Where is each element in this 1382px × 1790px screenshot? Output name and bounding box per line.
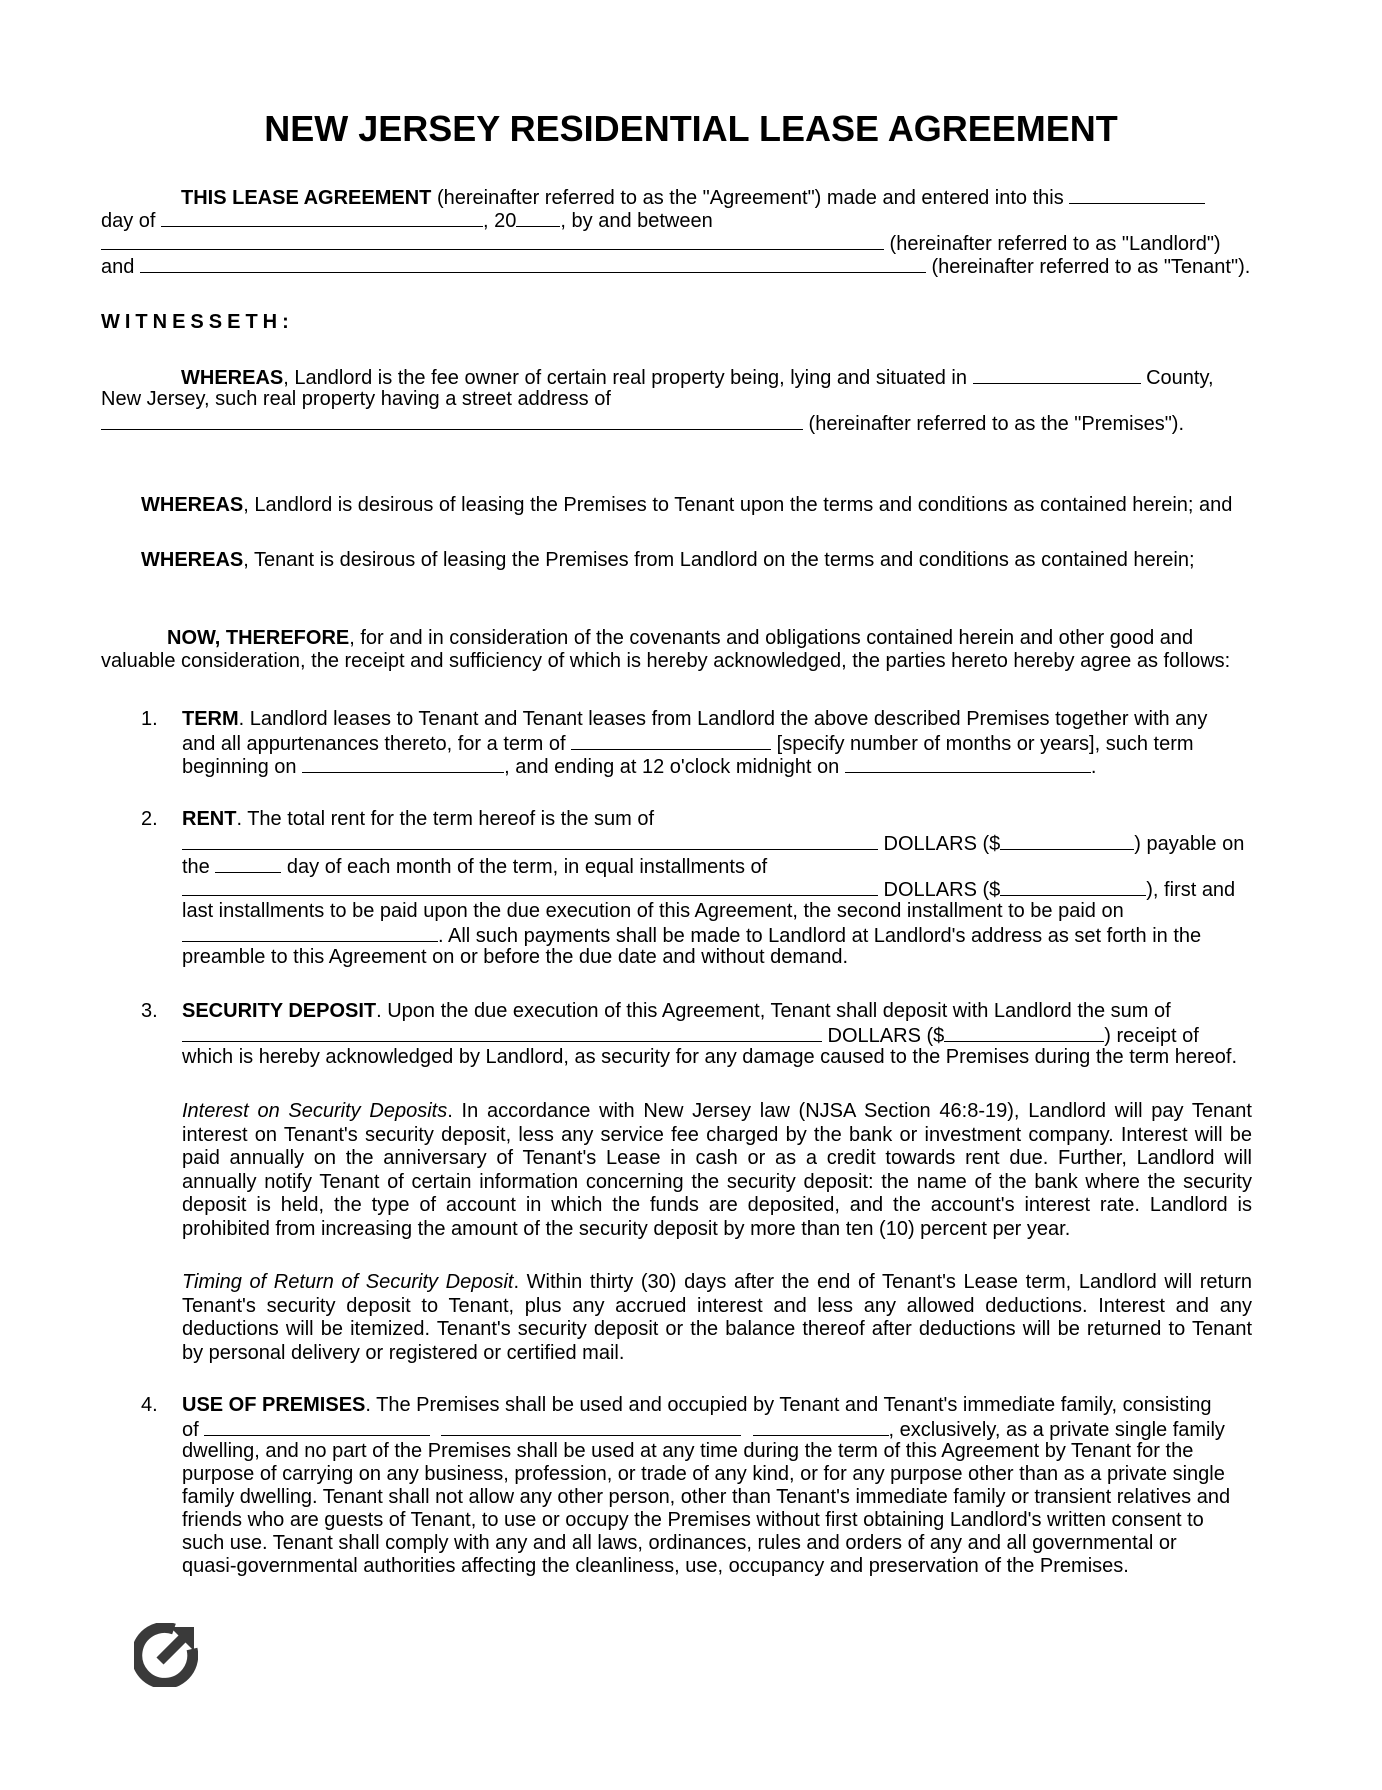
rent-line-4: DOLLARS ($ ), first and xyxy=(182,877,1235,902)
whereas-2: WHEREAS, Landlord is desirous of leasing the Premises to Tenant upon the terms and conditions as contained herein; and xyxy=(141,494,1233,516)
deposit-line-2: DOLLARS ($ ) receipt of xyxy=(182,1023,1199,1048)
whereas-3: WHEREAS, Tenant is desirous of leasing the Premises from Landlord on the terms and conditions as contained herein; xyxy=(141,549,1195,571)
rent-line-3: the day of each month of the term, in equal installments of xyxy=(182,856,768,878)
rent-line-1: RENT. The total rent for the term hereof is the sum of xyxy=(182,808,655,830)
rent-line-7: preamble to this Agreement on or before the due date and without demand. xyxy=(182,946,848,968)
use-line-5: family dwelling. Tenant shall not allow any other person, other than Tenant's immediate family or transient relatives and xyxy=(182,1486,1231,1508)
now-therefore-line-1: NOW, THEREFORE, for and in consideration of the covenants and obligations contained herein and other good and xyxy=(167,627,1194,649)
intro-line-2: day of , 20 , by and between xyxy=(101,210,713,232)
use-line-6: friends who are guests of Tenant, to use or occupy the Premises without first obtaining Landlord's written consent to xyxy=(182,1509,1204,1531)
deposit-heading: SECURITY DEPOSIT xyxy=(182,1000,377,1022)
term-heading: TERM xyxy=(182,708,239,730)
whereas-1-line-3: (hereinafter referred to as the "Premises"). xyxy=(101,411,1184,436)
term-line-2: and all appurtenances thereto, for a term of [specify number of months or years], such term xyxy=(182,733,1194,755)
use-line-3: dwelling, and no part of the Premises shall be used at any time during the term of this Agreement by Tenant for the xyxy=(182,1440,1194,1462)
use-line-2: of , exclusively, as a private single family xyxy=(182,1419,1225,1441)
term-start-blank[interactable] xyxy=(302,754,504,773)
occupant-1-blank[interactable] xyxy=(204,1417,430,1436)
section-number-use: 4. xyxy=(141,1394,158,1416)
use-line-4: purpose of carrying on any business, profession, or trade of any kind, or for any purpose other than as a private single xyxy=(182,1463,1225,1485)
term-line-1: TERM. Landlord leases to Tenant and Tenant leases from Landlord the above described Premises together with any xyxy=(182,708,1208,730)
deposit-line-1: SECURITY DEPOSIT. Upon the due execution of this Agreement, Tenant shall deposit with Landlord the sum of xyxy=(182,1000,1171,1022)
now-therefore-line-2: valuable consideration, the receipt and sufficiency of which is hereby acknowledged, the parties hereto hereby agree as follows: xyxy=(101,650,1231,672)
document-title: NEW JERSEY RESIDENTIAL LEASE AGREEMENT xyxy=(264,108,1118,149)
rent-heading: RENT xyxy=(182,808,237,830)
rent-line-5: last installments to be paid upon the due execution of this Agreement, the second installment to be paid on xyxy=(182,900,1124,922)
section-number-term: 1. xyxy=(141,708,158,730)
timing-paragraph: Timing of Return of Security Deposit. Within thirty (30) days after the end of Tenant's Lease term, Landlord will return Tenant's security deposit to Tenant, plus any accrued interest and less any allowed deductions. Interest and any deductions will be itemized. Tenant's security deposit or the balance thereof after deductions will be returned to Tenant by personal delivery or registered or certified mail. xyxy=(182,1271,1252,1364)
landlord-name-blank[interactable] xyxy=(101,231,884,250)
deposit-amount-blank[interactable] xyxy=(944,1023,1104,1042)
term-length-blank[interactable] xyxy=(571,731,771,750)
term-end-blank[interactable] xyxy=(845,754,1091,773)
total-rent-amount-blank[interactable] xyxy=(1000,831,1134,850)
deposit-line-3: which is hereby acknowledged by Landlord, as security for any damage caused to the Premises during the term hereof. xyxy=(182,1046,1238,1068)
agreement-day-blank[interactable] xyxy=(1069,185,1205,204)
agreement-month-blank[interactable] xyxy=(161,208,483,227)
witnesseth-heading: WITNESSETH: xyxy=(101,311,294,333)
section-number-rent: 2. xyxy=(141,808,158,830)
second-installment-date-blank[interactable] xyxy=(182,923,438,942)
intro-lead: THIS LEASE AGREEMENT xyxy=(181,187,432,209)
whereas-1-line-1: WHEREAS, Landlord is the fee owner of certain real property being, lying and situated in County, xyxy=(181,367,1214,389)
interest-heading: Interest on Security Deposits xyxy=(182,1100,448,1122)
use-line-8: quasi-governmental authorities affecting the cleanliness, use, occupancy and preservation of the Premises. xyxy=(182,1555,1129,1577)
total-rent-words-blank[interactable] xyxy=(182,831,878,850)
deposit-words-blank[interactable] xyxy=(182,1023,822,1042)
occupant-3-blank[interactable] xyxy=(753,1417,889,1436)
rent-due-day-blank[interactable] xyxy=(215,854,281,873)
occupant-2-blank[interactable] xyxy=(441,1417,741,1436)
intro-line-3: (hereinafter referred to as "Landlord") xyxy=(101,231,1221,256)
timing-heading: Timing of Return of Security Deposit xyxy=(182,1271,514,1293)
county-blank[interactable] xyxy=(973,365,1141,384)
term-line-3: beginning on , and ending at 12 o'clock midnight on . xyxy=(182,756,1097,778)
rent-line-6: . All such payments shall be made to Landlord at Landlord's address as set forth in the xyxy=(182,923,1201,948)
tenant-name-blank[interactable] xyxy=(140,254,926,273)
use-line-7: such use. Tenant shall comply with any and all laws, ordinances, rules and orders of any and all governmental or xyxy=(182,1532,1177,1554)
use-line-1: USE OF PREMISES. The Premises shall be used and occupied by Tenant and Tenant's immediate family, consisting xyxy=(182,1394,1212,1416)
agreement-year-blank[interactable] xyxy=(516,208,560,227)
intro-line-1: THIS LEASE AGREEMENT (hereinafter referred to as the "Agreement") made and entered into this xyxy=(181,185,1205,210)
rent-line-2: DOLLARS ($ ) payable on xyxy=(182,831,1244,856)
use-heading: USE OF PREMISES xyxy=(182,1394,366,1416)
whereas-1-line-2: New Jersey, such real property having a street address of xyxy=(101,388,611,410)
intro-line-4: and (hereinafter referred to as "Tenant"). xyxy=(101,256,1251,278)
arrow-out-circle-icon xyxy=(134,1623,198,1687)
street-address-blank[interactable] xyxy=(101,411,803,430)
installment-words-blank[interactable] xyxy=(182,877,878,896)
section-number-deposit: 3. xyxy=(141,1000,158,1022)
interest-paragraph: Interest on Security Deposits. In accordance with New Jersey law (NJSA Section 46:8-19), Landlord will pay Tenant interest on Tenant's security deposit, less any service fee charged by the bank or investment company. Interest will be paid annually on the anniversary of Tenant's Lease in cash or as a credit towards rent due. Further, Landlord will annually notify Tenant of certain information concerning the security deposit: the name of the bank where the security deposit is held, the type of account in which the funds are deposited, and the account's interest rate. Landlord is prohibited from increasing the amount of the security deposit by more than ten (10) percent per year. xyxy=(182,1100,1252,1240)
installment-amount-blank[interactable] xyxy=(1000,877,1146,896)
